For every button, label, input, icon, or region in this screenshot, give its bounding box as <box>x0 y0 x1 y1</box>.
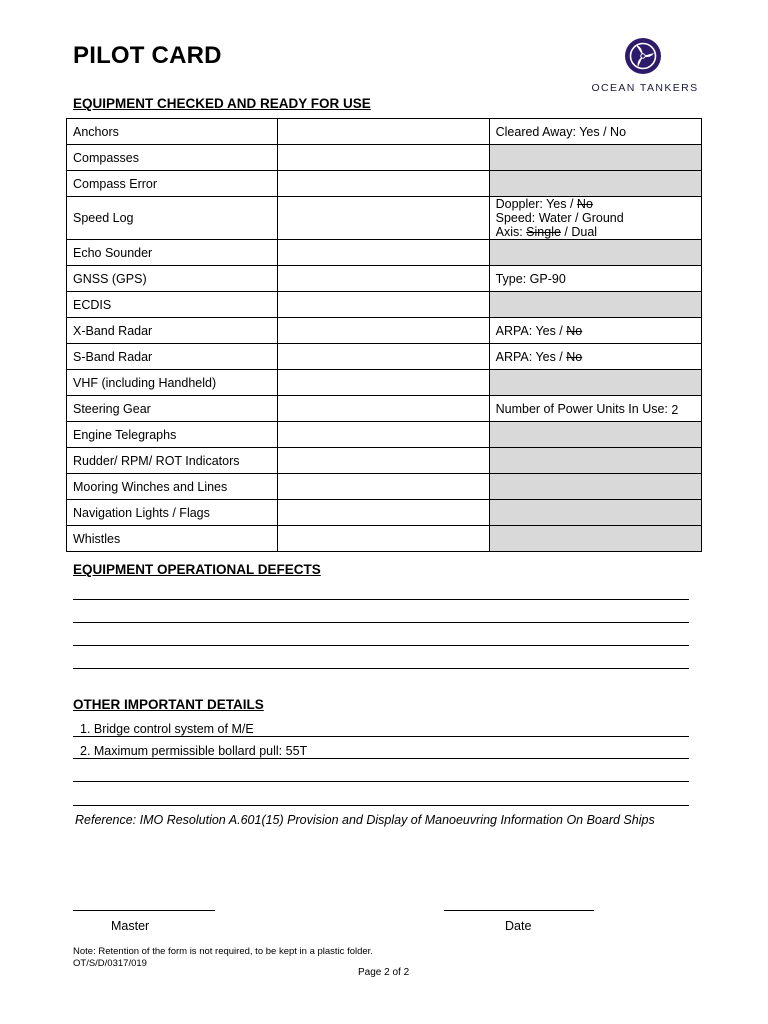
defect-entry-line[interactable] <box>73 668 689 669</box>
shaded-cell <box>489 448 701 474</box>
table-row <box>67 318 702 344</box>
table-row <box>67 448 702 474</box>
shaded-cell <box>489 292 701 318</box>
table-row <box>67 526 702 552</box>
reference-note: Reference: IMO Resolution A.601(15) Provision and Display of Manoeuvring Information On Board Ships <box>75 813 655 827</box>
equipment-name: Echo Sounder <box>67 240 278 266</box>
table-row <box>67 197 702 240</box>
table-row <box>67 145 702 171</box>
equipment-name: S-Band Radar <box>67 344 278 370</box>
check-cell[interactable] <box>278 500 489 526</box>
power-units-value: 2 <box>671 402 679 417</box>
propeller-logo-icon <box>624 37 662 75</box>
check-cell[interactable] <box>278 318 489 344</box>
equipment-name: Mooring Winches and Lines <box>67 474 278 500</box>
speed-line: Speed: Water / Ground <box>495 211 624 225</box>
doppler-label: Doppler: Yes / <box>495 197 577 211</box>
equipment-name: Compass Error <box>67 171 278 197</box>
equipment-name: X-Band Radar <box>67 318 278 344</box>
arpa-label: ARPA: Yes / <box>495 323 567 338</box>
footer-note <box>73 946 373 970</box>
table-row <box>67 292 702 318</box>
shaded-cell <box>489 500 701 526</box>
table-row <box>67 240 702 266</box>
equipment-name: Anchors <box>67 119 278 145</box>
detail-item-bollard-pull: 2. Maximum permissible bollard pull: 55T <box>80 744 308 758</box>
equipment-remark: Cleared Away: Yes / No <box>489 119 701 145</box>
check-cell[interactable] <box>278 197 489 240</box>
equipment-name: Speed Log <box>67 197 278 240</box>
table-row <box>67 500 702 526</box>
date-label: Date <box>505 919 532 933</box>
detail-entry-line[interactable] <box>73 758 689 759</box>
retention-note: Note: Retention of the form is not required, to be kept in a plastic folder. <box>73 946 373 957</box>
section-heading-other-details: OTHER IMPORTANT DETAILS <box>73 697 264 712</box>
axis-line <box>496 225 695 239</box>
shaded-cell <box>489 145 701 171</box>
axis-label: Axis: <box>495 225 527 239</box>
check-cell[interactable] <box>278 171 489 197</box>
brand-name: OCEAN TANKERS <box>591 82 699 94</box>
check-cell[interactable] <box>278 292 489 318</box>
date-signature-line[interactable] <box>444 910 594 911</box>
equipment-remark: Type: GP-90 <box>489 266 701 292</box>
check-cell[interactable] <box>278 119 489 145</box>
check-cell[interactable] <box>278 396 489 422</box>
check-cell[interactable] <box>278 145 489 171</box>
master-signature-line[interactable] <box>73 910 215 911</box>
detail-item-bridge-control: 1. Bridge control system of M/E <box>80 722 254 736</box>
detail-entry-line[interactable] <box>73 736 689 737</box>
equipment-name: Engine Telegraphs <box>67 422 278 448</box>
equipment-name: GNSS (GPS) <box>67 266 278 292</box>
struck-option: No <box>576 197 593 211</box>
equipment-name: ECDIS <box>67 292 278 318</box>
document-code: OT/S/D/0317/019 <box>73 958 147 969</box>
check-cell[interactable] <box>278 422 489 448</box>
table-row <box>67 370 702 396</box>
check-cell[interactable] <box>278 526 489 552</box>
arpa-label: ARPA: Yes / <box>495 349 567 364</box>
struck-option: Single <box>526 225 561 239</box>
equipment-name: VHF (including Handheld) <box>67 370 278 396</box>
check-cell[interactable] <box>278 370 489 396</box>
master-label: Master <box>111 919 150 933</box>
doppler-line <box>496 197 695 211</box>
table-row <box>67 171 702 197</box>
shaded-cell <box>489 171 701 197</box>
page-title: PILOT CARD <box>73 42 222 69</box>
company-logo <box>582 37 708 97</box>
equipment-remark <box>489 344 701 370</box>
shaded-cell <box>489 474 701 500</box>
defect-entry-line[interactable] <box>73 599 689 600</box>
check-cell[interactable] <box>278 474 489 500</box>
table-row <box>67 344 702 370</box>
detail-entry-line[interactable] <box>73 781 689 782</box>
equipment-name: Compasses <box>67 145 278 171</box>
equipment-remark <box>489 197 701 240</box>
defect-entry-line[interactable] <box>73 645 689 646</box>
equipment-name: Steering Gear <box>67 396 278 422</box>
check-cell[interactable] <box>278 344 489 370</box>
table-row <box>67 474 702 500</box>
equipment-name: Rudder/ RPM/ ROT Indicators <box>67 448 278 474</box>
table-row <box>67 266 702 292</box>
equipment-name: Whistles <box>67 526 278 552</box>
check-cell[interactable] <box>278 240 489 266</box>
equipment-remark <box>489 396 701 422</box>
struck-option: No <box>566 349 583 364</box>
shaded-cell <box>489 526 701 552</box>
check-cell[interactable] <box>278 266 489 292</box>
detail-entry-line[interactable] <box>73 805 689 806</box>
section-heading-operational-defects: EQUIPMENT OPERATIONAL DEFECTS <box>73 562 321 577</box>
axis-rest: / Dual <box>560 225 598 239</box>
table-row <box>67 119 702 145</box>
shaded-cell <box>489 240 701 266</box>
check-cell[interactable] <box>278 448 489 474</box>
shaded-cell <box>489 370 701 396</box>
power-units-label: Number of Power Units In Use: <box>495 401 668 416</box>
table-row <box>67 422 702 448</box>
struck-option: No <box>566 323 583 338</box>
equipment-name: Navigation Lights / Flags <box>67 500 278 526</box>
table-row <box>67 396 702 422</box>
defect-entry-line[interactable] <box>73 622 689 623</box>
shaded-cell <box>489 422 701 448</box>
equipment-remark <box>489 318 701 344</box>
section-heading-equipment-checked: EQUIPMENT CHECKED AND READY FOR USE <box>73 96 371 111</box>
equipment-table <box>66 118 702 552</box>
page-number: Page 2 of 2 <box>358 967 410 978</box>
